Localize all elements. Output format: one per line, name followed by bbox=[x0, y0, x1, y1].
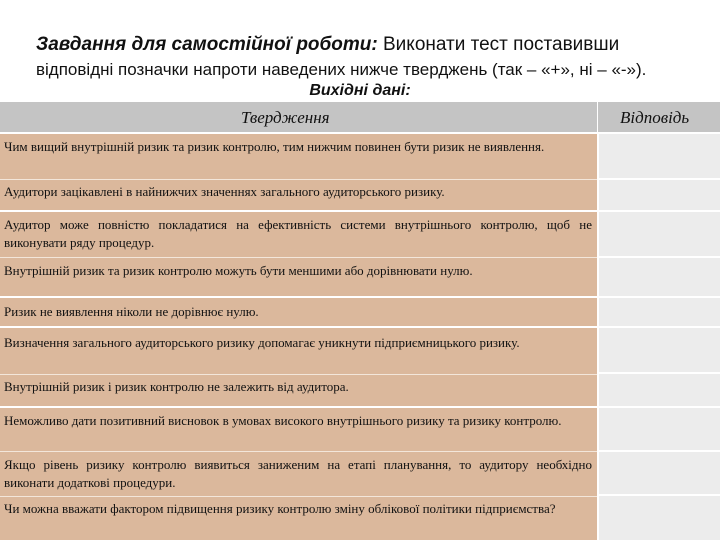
statement-block bbox=[0, 212, 597, 296]
statement-5: Ризик не виявлення ніколи не дорівнює нулю. bbox=[4, 304, 259, 319]
statement-6: Визначення загального аудиторського ризику допомагає уникнути підприємницького ризику. bbox=[4, 335, 520, 350]
answer-cell-3[interactable] bbox=[599, 212, 720, 256]
task-line-1 bbox=[36, 34, 619, 56]
header-answer: Відповідь bbox=[620, 108, 690, 127]
table-group-3 bbox=[0, 298, 720, 326]
answer-cell-1[interactable] bbox=[599, 134, 720, 178]
answer-block bbox=[599, 134, 720, 210]
statement-7: Внутрішній ризик і ризик контролю не залежить від аудитора. bbox=[4, 379, 349, 394]
answer-cell-5[interactable] bbox=[599, 298, 720, 326]
task-line-2: відповідні позначки напроти наведених нижче тверджень (так – «+», ні – «-»). bbox=[36, 60, 647, 79]
answer-block bbox=[599, 408, 720, 540]
statement-3: Аудитор може повністю покладатися на ефективність системи внутрішнього контролю, щоб не виконувати ряду процедур. bbox=[4, 217, 592, 250]
answer-block bbox=[599, 212, 720, 296]
statement-9: Якщо рівень ризику контролю виявиться заниженим на етапі планування, то аудитору необхідно виконати додаткові процедури. bbox=[4, 457, 592, 490]
statement-block bbox=[0, 134, 597, 210]
task-text-1: Виконати тест поставивши bbox=[377, 34, 620, 55]
header-statement-cell bbox=[0, 102, 598, 132]
statement-1: Чим вищий внутрішній ризик та ризик контролю, тим нижчим повинен бути ризик не виявлення. bbox=[4, 139, 545, 154]
table-group-4 bbox=[0, 328, 720, 406]
answer-block bbox=[599, 298, 720, 326]
answer-cell-4[interactable] bbox=[599, 258, 720, 296]
table-group-1 bbox=[0, 134, 720, 210]
table-header bbox=[0, 102, 720, 132]
answer-cell-2[interactable] bbox=[599, 180, 720, 210]
answer-cell-8[interactable] bbox=[599, 408, 720, 450]
table-group-2 bbox=[0, 212, 720, 296]
row-divider bbox=[0, 496, 597, 497]
statement-10: Чи можна вважати фактором підвищення ризику контролю зміну облікової політики підприємства? bbox=[4, 501, 556, 516]
answer-cell-7[interactable] bbox=[599, 374, 720, 406]
answer-block bbox=[599, 328, 720, 406]
statement-2: Аудитори зацікавлені в найнижчих значеннях загального аудиторського ризику. bbox=[4, 184, 445, 199]
answer-cell-6[interactable] bbox=[599, 328, 720, 372]
task-heading bbox=[0, 0, 720, 104]
statement-4: Внутрішній ризик та ризик контролю можуть бути меншими або дорівнювати нулю. bbox=[4, 263, 473, 278]
row-divider bbox=[0, 179, 597, 180]
row-divider bbox=[0, 374, 597, 375]
header-statement: Твердження bbox=[241, 108, 330, 127]
row-divider bbox=[0, 451, 597, 452]
task-lead: Завдання для самостійної роботи: bbox=[36, 34, 378, 55]
statement-block bbox=[0, 328, 597, 406]
table-group-5 bbox=[0, 408, 720, 540]
statements-table bbox=[0, 102, 720, 540]
statement-block bbox=[0, 298, 597, 326]
statement-8: Неможливо дати позитивний висновок в умовах високого внутрішнього ризику та ризику контролю. bbox=[4, 413, 562, 428]
answer-cell-9[interactable] bbox=[599, 452, 720, 494]
source-data-subtitle: Вихідні дані: bbox=[309, 82, 411, 99]
answer-cell-10[interactable] bbox=[599, 496, 720, 540]
statement-block bbox=[0, 408, 597, 540]
row-divider bbox=[0, 257, 597, 258]
